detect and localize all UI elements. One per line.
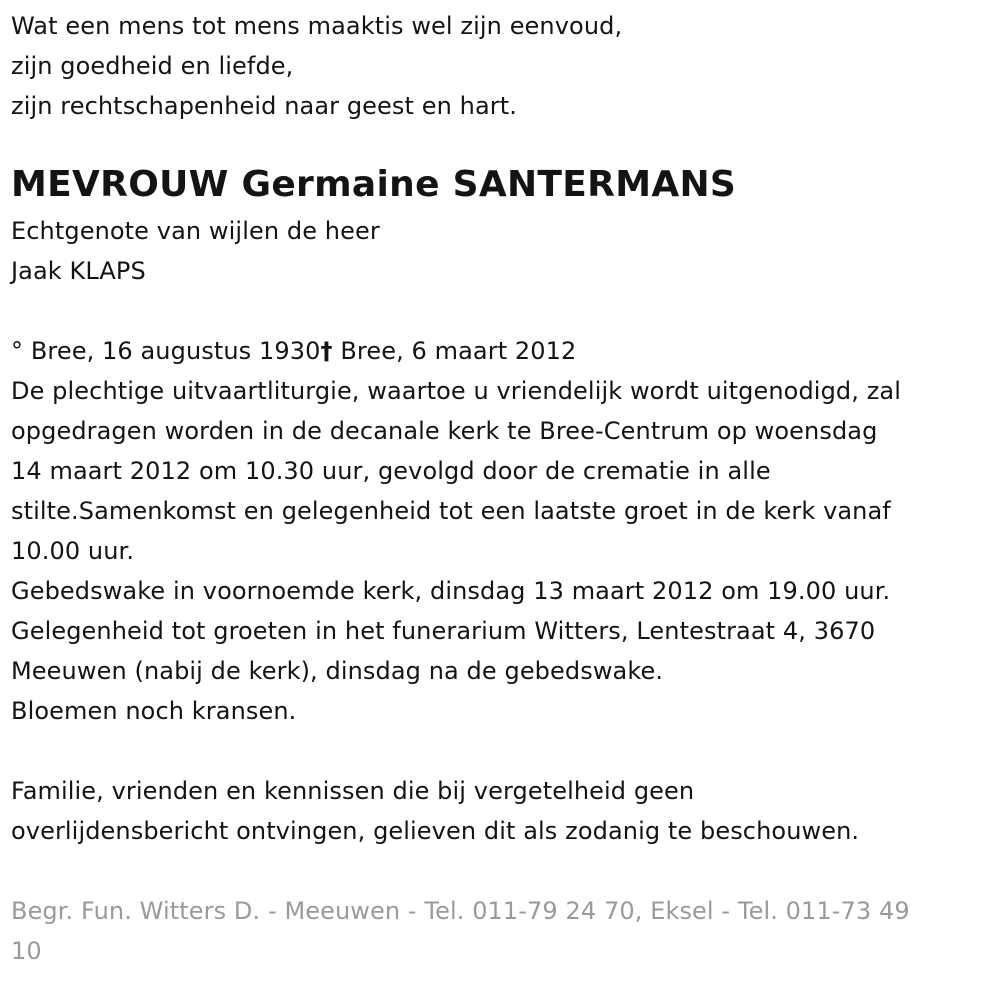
poem-line: zijn goedheid en liefde, <box>11 52 294 80</box>
deceased-name: MEVROUW Germaine SANTERMANS <box>11 164 737 205</box>
footer-line: Begr. Fun. Witters D. - Meeuwen - Tel. 011-79 24 70, Eksel - Tel. 011-73 49 <box>11 897 910 925</box>
spouse-name: Jaak KLAPS <box>11 257 146 285</box>
death-date: Bree, 6 maart 2012 <box>332 337 577 365</box>
spacer <box>11 851 996 891</box>
notice-line: overlijdensbericht ontvingen, gelieven dit als zodanig te beschouwen. <box>11 817 860 845</box>
poem-line: zijn rechtschapenheid naar geest en hart. <box>11 92 517 120</box>
body-line: Gebedswake in voornoemde kerk, dinsdag 13 maart 2012 om 19.00 uur. <box>11 577 891 605</box>
body-line: 14 maart 2012 om 10.30 uur, gevolgd door de crematie in alle <box>11 457 771 485</box>
spacer <box>11 291 996 331</box>
footer-line: 10 <box>11 937 42 965</box>
body-line: 10.00 uur. <box>11 537 135 565</box>
poem-line: Wat een mens tot mens maaktis wel zijn eenvoud, <box>11 12 623 40</box>
poem <box>11 6 996 126</box>
body-line: Gelegenheid tot groeten in het funerarium Witters, Lentestraat 4, 3670 <box>11 617 876 645</box>
body-line: De plechtige uitvaartliturgie, waartoe u vriendelijk wordt uitgenodigd, zal <box>11 377 901 405</box>
notice-line: Familie, vrienden en kennissen die bij vergetelheid geen <box>11 777 695 805</box>
birth-date: ° Bree, 16 augustus 1930 <box>11 337 321 365</box>
birth-death-dates <box>11 331 996 371</box>
body-line: stilte.Samenkomst en gelegenheid tot een laatste groet in de kerk vanaf <box>11 497 891 525</box>
body-line: opgedragen worden in de decanale kerk te Bree-Centrum op woensdag <box>11 417 878 445</box>
spouse-info <box>11 211 996 291</box>
cross-icon: † <box>320 337 333 365</box>
spacer <box>11 731 996 771</box>
family-notice <box>11 771 996 851</box>
body-line: Bloemen noch kransen. <box>11 697 297 725</box>
body-line: Meeuwen (nabij de kerk), dinsdag na de gebedswake. <box>11 657 664 685</box>
spouse-line: Echtgenote van wijlen de heer <box>11 217 380 245</box>
funeral-details <box>11 371 996 731</box>
funeral-home-footer <box>11 891 996 971</box>
obituary-notice <box>11 6 996 971</box>
